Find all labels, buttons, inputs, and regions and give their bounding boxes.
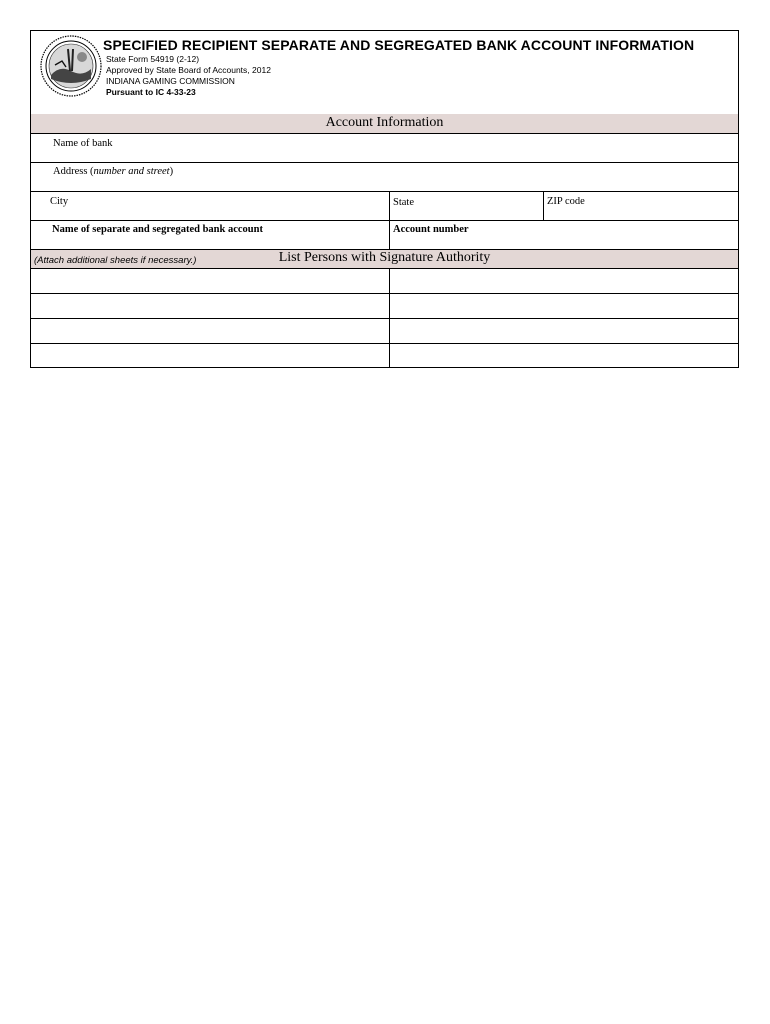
account-name-number-row (31, 221, 738, 250)
signature-person-field[interactable] (31, 319, 389, 343)
account-information-band (31, 114, 738, 134)
bank-account-form (30, 30, 739, 368)
attach-sheets-note: (Attach additional sheets if necessary.) (34, 255, 197, 266)
address-hint: number and street (93, 166, 170, 177)
divider (543, 192, 544, 220)
signature-person-field[interactable] (390, 294, 738, 318)
bank-name-label: Name of bank (53, 138, 113, 149)
address-field[interactable] (31, 163, 738, 192)
signature-row (31, 344, 738, 367)
account-information-heading: Account Information (325, 115, 444, 130)
city-label: City (50, 196, 69, 207)
city-state-zip-row (31, 192, 738, 221)
form-title: SPECIFIED RECIPIENT SEPARATE AND SEGREGATED BANK ACCOUNT INFORMATION (103, 37, 695, 53)
signature-row (31, 269, 738, 294)
signature-person-field[interactable] (390, 269, 738, 293)
address-label-text: Address ( (53, 166, 94, 177)
signature-row (31, 294, 738, 319)
account-name-label: Name of separate and segregated bank account (52, 224, 263, 235)
approval-text: Approved by State Board of Accounts, 2012 (106, 65, 271, 75)
signature-person-field[interactable] (31, 269, 389, 293)
address-label-close: ) (169, 166, 174, 177)
form-header (31, 31, 738, 115)
signature-person-field[interactable] (31, 294, 389, 318)
divider (389, 221, 390, 249)
bank-name-field[interactable] (31, 134, 738, 163)
signature-person-field[interactable] (390, 344, 738, 367)
state-seal-icon (40, 35, 102, 97)
signature-row (31, 319, 738, 344)
signature-person-field[interactable] (31, 344, 389, 367)
signature-authority-band (31, 250, 738, 269)
agency-name: INDIANA GAMING COMMISSION (106, 76, 235, 86)
zip-code-label: ZIP code (547, 196, 585, 207)
address-label (53, 166, 173, 177)
statute-reference: Pursuant to IC 4-33-23 (106, 87, 196, 97)
signature-person-field[interactable] (390, 319, 738, 343)
account-number-label: Account number (393, 224, 469, 235)
form-number: State Form 54919 (2-12) (106, 54, 200, 64)
state-label: State (393, 197, 414, 208)
divider (389, 192, 390, 220)
signature-authority-heading: List Persons with Signature Authority (278, 250, 491, 265)
